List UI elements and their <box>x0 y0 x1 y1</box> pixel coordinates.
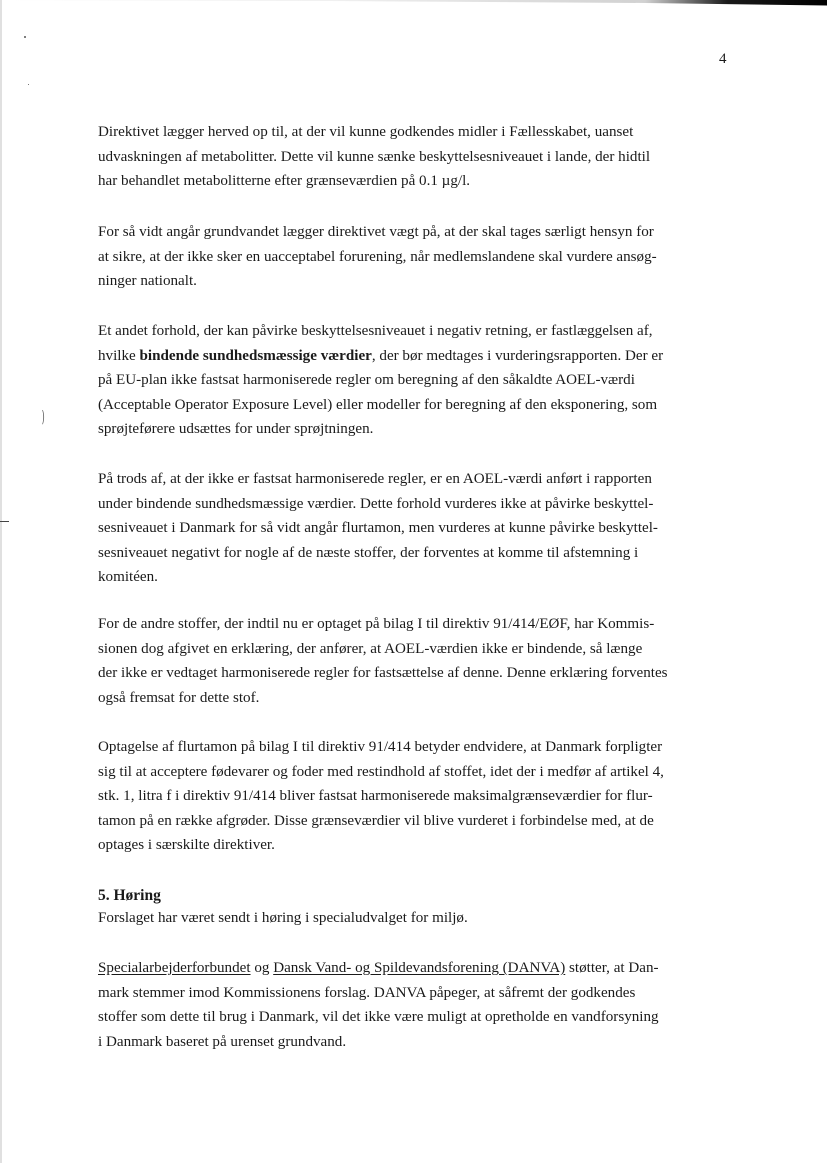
scan-speck <box>24 36 26 38</box>
paragraph-line: tamon på en række afgrøder. Disse grænseværdier vil blive vurderet i forbindelse med, at de <box>98 812 654 829</box>
paragraph-line: sig til at acceptere fødevarer og foder med restindhold af stoffet, idet der i medfør af artikel 4, <box>98 763 664 780</box>
paragraph-1 <box>98 120 738 194</box>
paragraph-line: udvaskningen af metabolitter. Dette vil kunne sænke beskyttelsesniveauet i lande, der hidtil <box>98 148 651 165</box>
paragraph-line: For de andre stoffer, der indtil nu er optaget på bilag I til direktiv 91/414/EØF, har Kommis- <box>98 616 655 632</box>
paragraph-line: Et andet forhold, der kan påvirke beskyttelsesniveauet i negativ retning, er fastlæggelsen af, <box>98 323 653 339</box>
scan-speck <box>28 84 29 85</box>
line-text: hvilke <box>98 347 140 364</box>
paragraph-line: mark stemmer imod Kommissionens forslag. DANVA påpeger, at såfremt der godkendes <box>98 984 636 1001</box>
scan-bracket-mark: ) <box>41 407 45 426</box>
page-number: 4 <box>719 51 727 67</box>
bold-term: bindende sundhedsmæssige værdier <box>139 347 372 364</box>
paragraph-4 <box>98 467 738 590</box>
paragraph-line: For så vidt angår grundvandet lægger direktivet vægt på, at der skal tages særligt hensyn for <box>98 224 654 240</box>
line-text: , der bør medtages i vurderingsrapporten. Der er <box>371 347 664 364</box>
paragraph-hearing-responses <box>98 956 738 1054</box>
section-intro <box>98 906 738 931</box>
paragraph-line: sesniveauet negativt for nogle af de næste stoffer, der forventes at komme til afstemning i <box>98 544 639 561</box>
scan-top-edge <box>0 0 827 10</box>
paragraph-line: (Acceptable Operator Exposure Level) eller modeller for beregning af den eksponering, som <box>98 396 658 413</box>
paragraph-line: Forslaget har været sendt i høring i specialudvalget for miljø. <box>98 910 468 926</box>
scan-dash-mark <box>0 521 9 522</box>
paragraph-line: sprøjteførere udsættes for under sprøjtningen. <box>98 421 374 438</box>
paragraph-line: sesniveauet i Danmark for så vidt angår flurtamon, men vurderes at kunne påvirke beskyttel- <box>98 520 658 537</box>
section-heading: 5. Høring <box>98 887 161 904</box>
paragraph-line: i Danmark baseret på urenset grundvand. <box>98 1033 347 1050</box>
line-text: og <box>250 960 274 976</box>
paragraph-line: stk. 1, litra f i direktiv 91/414 bliver fastsat harmoniserede maksimalgrænseværdier for flur- <box>98 788 653 805</box>
paragraph-line: sionen dog afgivet en erklæring, der anfører, at AOEL-værdien ikke er bindende, så længe <box>98 640 643 657</box>
paragraph-3 <box>98 319 738 442</box>
paragraph-line: ninger nationalt. <box>98 273 197 290</box>
paragraph-6 <box>98 735 738 858</box>
paragraph-line: at sikre, at der ikke sker en uacceptabel forurening, når medlemslandene skal vurdere ansøg- <box>98 248 657 265</box>
organization-name: Specialarbejderforbundet <box>98 960 251 976</box>
paragraph-line: Optagelse af flurtamon på bilag I til direktiv 91/414 betyder endvidere, at Danmark forpligter <box>98 739 663 755</box>
paragraph-5 <box>98 612 738 710</box>
paragraph-line: Direktivet lægger herved op til, at der vil kunne godkendes midler i Fællesskabet, uanset <box>98 124 634 140</box>
paragraph-line: under bindende sundhedsmæssige værdier. Dette forhold vurderes ikke at påvirke beskyttel- <box>98 495 654 512</box>
organization-name: Dansk Vand- og Spildevandsforening (DANVA) <box>273 960 566 976</box>
paragraph-line: på EU-plan ikke fastsat harmoniserede regler om beregning af den såkaldte AOEL-værdi <box>98 372 635 389</box>
paragraph-line <box>98 956 738 981</box>
paragraph-line <box>98 344 738 369</box>
paragraph-line: har behandlet metabolitterne efter grænseværdien på 0.1 µg/l. <box>98 173 471 190</box>
paragraph-line: komitéen. <box>98 569 158 586</box>
scan-left-edge <box>0 0 2 1163</box>
paragraph-line: På trods af, at der ikke er fastsat harmoniserede regler, er en AOEL-værdi anført i rapporten <box>98 471 652 487</box>
paragraph-line: stoffer som dette til brug i Danmark, vil det ikke være muligt at opretholde en vandforsyning <box>98 1009 659 1026</box>
paragraph-line: optages i særskilte direktiver. <box>98 837 275 854</box>
paragraph-line: der ikke er vedtaget harmoniserede regler for fastsættelse af denne. Denne erklæring forventes <box>98 665 668 682</box>
paragraph-line: også fremsat for dette stof. <box>98 689 260 706</box>
paragraph-2 <box>98 220 738 294</box>
line-text: støtter, at Dan- <box>565 960 659 976</box>
